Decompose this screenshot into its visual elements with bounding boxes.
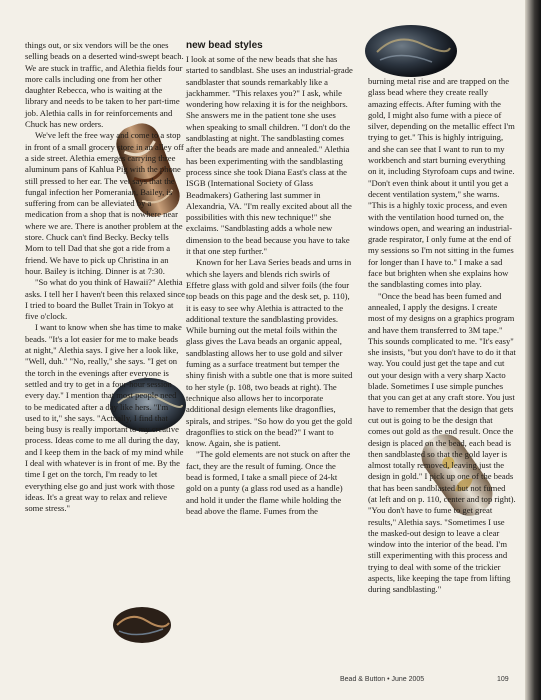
page-number: 109 [497, 676, 509, 683]
paragraph: "The gold elements are not stuck on after the fact, they are the result of fuming. Once the bead is formed, I take a small piece of 24-kt gold on a punty (a glass rod used as a handle) and hold it under the flame while holding the bead above the flame. Fumes from the [186, 449, 351, 516]
paragraph: "Once the bead has been fumed and annealed, I apply the designs. I create most of my designs on a graphics program and have them transferred to 3M tape." This sounds complicated to me. "It's easy" she insists, "but you don't have to do it that way. You could just get the tape and cut out your design with a very sharp Xacto blade. Sometimes I use simple punches that you can get at any craft store. You just have to remember that the design that gets cut out is going to be the design that comes out gold as the end result. Once the design is placed on the bead, each bead is then sandblasted so that the gold layer is almost totally removed, leaving just the design in gold." I pick up one of the beads that has been sandblasted but not fumed (at left and on p. 110, center and top right). "You don't have to fume to get great results," Alethia says. "Sometimes I use the masked-out design to leave a clear window into the interior of the bead. I'm still experimenting with this process and trying to deal with some of the trickier aspects, like keeping the tape from lifting during sandblasting." [368, 290, 516, 595]
paragraph: Known for her Lava Series beads and urns in which she layers and blends rich swirls of Effetre glass with gold and silver foils (the four top beads on this page and the desk set, p. 110), it is easy to see why Alethia is attracted to the additional texture the sandblasting provides. While burning out the metal foils within the glass gives the Lava beads an organic appeal, sandblasting allows her to use gold and silver fuming as a surface treatment but temper the shiny finish with a subtle one that is more suited to her style (p. 108, two beads at right). The technique also allows her to incorporate additional design elements like dragonflies, spirals, and stripes. "So how do you get the gold dragonflies to stick on the bead?" I want to know. Again, she is patient. [186, 257, 353, 449]
paragraph: I look at some of the new beads that she has started to sandblast. She uses an industrial-grade sandblaster that sounds remarkably like a jackhammer. "This relaxes you?" I ask, while wondering how relaxing it is for the neighbors. She answers me in the patient tone she uses when speaking to small children. "I don't do the sandblasting at night. The sandblasting comes after the beads are made and annealed." Alethia has been experimenting with the sandblasting process since she took Diana East's class at the ISGB (International Society of Glass Beadmakers) Gathering last summer in Alexandria, VA. "I'm really excited about all the possibilities with this new technique!" she exclaims. "Sandblasting adds a whole new dimension to the bead because you have to take it that one step further." [186, 54, 353, 257]
paragraph: We've left the free way and come to a stop in front of a small grocery store in an alley off a side street. Alethia emerges carrying three aluminum pans of Kahlua Pig with the phone still pressed to her ear. The vet says that the fungal infection her Pomeranian, Bailey, is suffering from can be alleviated by a medication from a shop that is nowhere near where we are. There is another problem at the store. Chuck can't find Becky. Becky tells Mom to tell Dad that she got a ride from a friend. We have to pick up Christina in an hour. Bailey is itching. Dinner is at 7:30. [25, 130, 184, 276]
page-spine-shadow [525, 0, 541, 700]
article-column-1 [25, 40, 185, 514]
paragraph: things out, or six vendors will be the ones selling beads on a deserted wind-swept beach. We are stuck in traffic, and Alethia fields four more calls including one from her other daughter Rebecca, who is waiting at the library and needs to be taken to her part-time job. Alethia calls in for reinforcements and Chuck has new orders. [25, 40, 184, 130]
lava-bead-image-top [362, 22, 460, 80]
article-column-3 [368, 76, 516, 596]
section-heading: new bead styles [186, 40, 263, 51]
article-column-2 [186, 40, 354, 517]
magazine-footer: Bead & Button • June 2005 [340, 676, 425, 683]
paragraph: burning metal rise and are trapped on the glass bead where they create really amazing effects. After fuming with the gold, I might also fume with a piece of silver, depending on the metallic effect I'm trying to get." This is highly intriguing, and she can see that I want to run to my workbench and start burning everything on it, including Styrofoam cups and twine. "Don't even think about it until you get a decent ventilation system," she warns. "This is a highly toxic process, and even with the ventilation hood turned on, the windows open, and wearing an industrial-grade respirator, I only fume at the end of my sessions so I'm not sitting in the fumes for longer than I have to." I make a sad face but brighten when she explains how the sandblasting comes into play. [368, 76, 515, 290]
paragraph: I want to know when she has time to make beads. "It's a lot easier for me to make beads at night," Alethia says. I give her a look like, "Well, duh." "No, really," she says. "I get on the torch in the evenings after everyone is settled and try to get in a four-hour session every day." I mention that most people need to be medicated after a day like hers. "I'm used to it," she says. "Actually, I find that being busy is really important to my creative process. Ideas come to me all during the day, and I keep them in the back of my mind while I deal with whatever is in front of me. By the time I get on the torch, I'm ready to let everything else go and just work with those ideas. It's a great way to relax and relieve some stress." [25, 322, 184, 514]
dark-bead-image-bottom-left [111, 605, 173, 645]
paragraph: "So what do you think of Hawaii?" Alethia asks. I tell her I haven't been this relaxed since I tried to board the Bullet Train in Tokyo at five o'clock. [25, 277, 185, 322]
